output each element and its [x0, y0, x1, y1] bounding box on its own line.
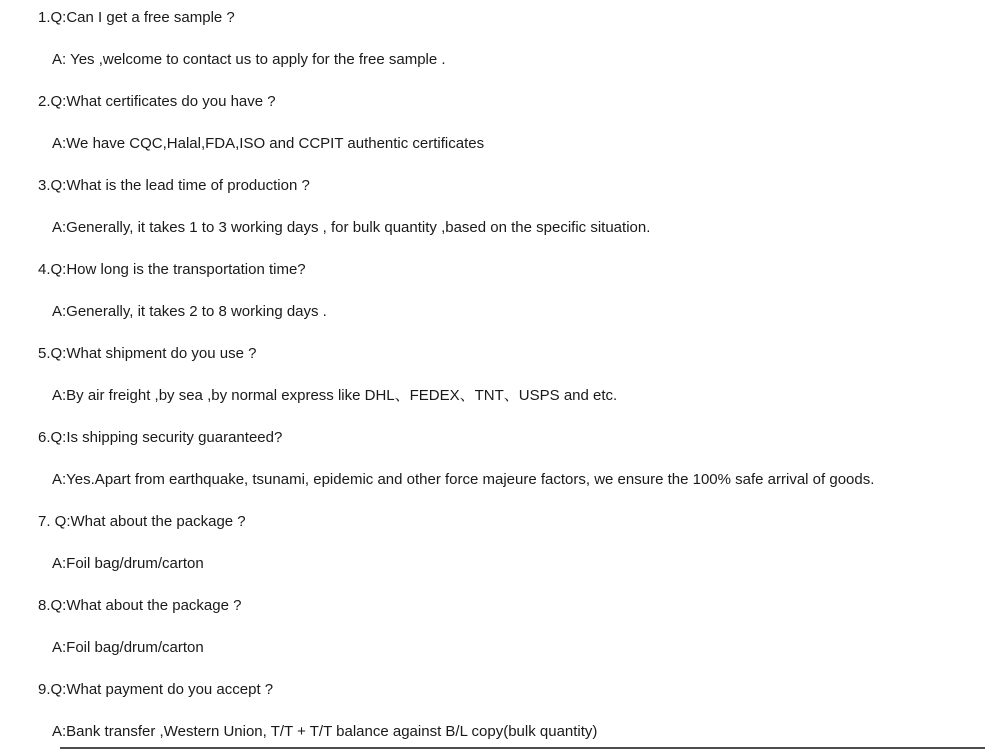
faq-question: 6.Q:Is shipping security guaranteed? — [38, 429, 283, 446]
faq-question: 1.Q:Can I get a free sample ? — [38, 9, 235, 26]
faq-answer: A:Generally, it takes 1 to 3 working days , for bulk quantity ,based on the specific situation. — [52, 219, 651, 236]
faq-question: 4.Q:How long is the transportation time? — [38, 261, 306, 278]
faq-question: 3.Q:What is the lead time of production ? — [38, 177, 310, 194]
faq-answer: A:Bank transfer ,Western Union, T/T + T/T balance against B/L copy(bulk quantity) — [52, 723, 598, 740]
faq-answer: A: Yes ,welcome to contact us to apply for the free sample . — [52, 51, 446, 68]
faq-question: 2.Q:What certificates do you have ? — [38, 93, 276, 110]
bottom-divider — [60, 747, 985, 749]
faq-answer: A:We have CQC,Halal,FDA,ISO and CCPIT authentic certificates — [52, 135, 485, 152]
faq-answer: A:Foil bag/drum/carton — [52, 639, 204, 656]
faq-answer: A:Yes.Apart from earthquake, tsunami, epidemic and other force majeure factors, we ensure the 100% safe arrival of goods. — [52, 471, 875, 488]
faq-question: 9.Q:What payment do you accept ? — [38, 681, 274, 698]
faq-question: 7. Q:What about the package ? — [38, 513, 246, 530]
faq-answer: A:Generally, it takes 2 to 8 working days . — [52, 303, 327, 320]
faq-answer: A:Foil bag/drum/carton — [52, 555, 204, 572]
faq-question: 5.Q:What shipment do you use ? — [38, 345, 257, 362]
faq-answer: A:By air freight ,by sea ,by normal express like DHL、FEDEX、TNT、USPS and etc. — [52, 387, 618, 404]
faq-question: 8.Q:What about the package ? — [38, 597, 242, 614]
